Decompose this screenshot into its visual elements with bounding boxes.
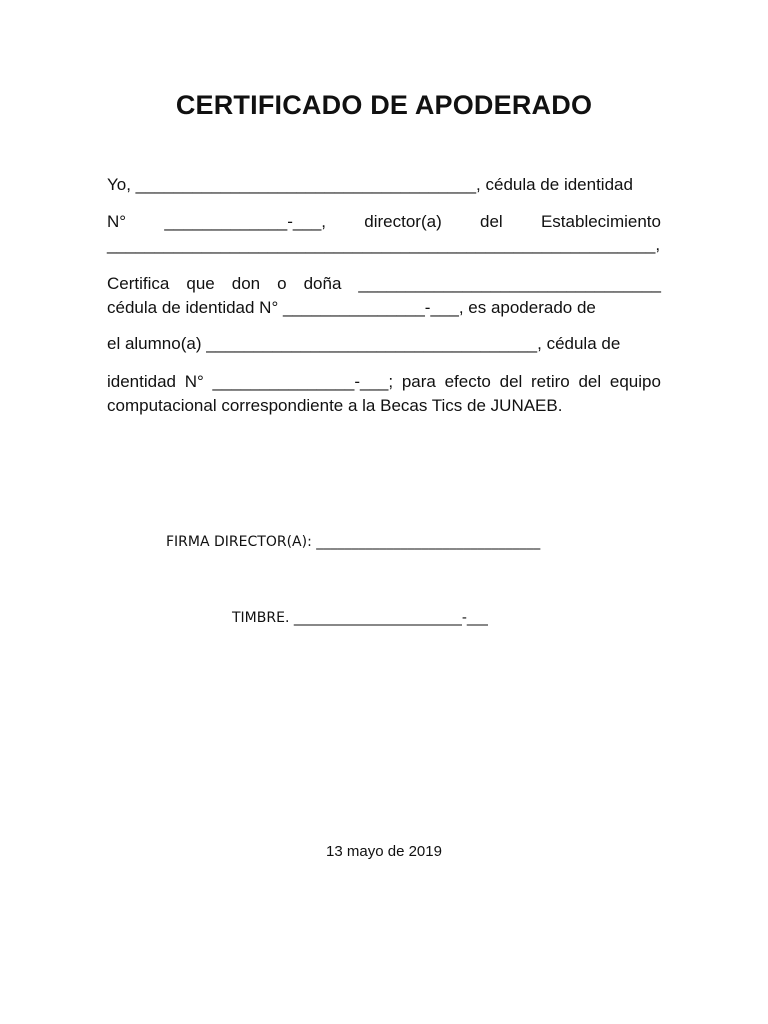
word: ________________________________ bbox=[358, 274, 661, 293]
word: _____________-___, bbox=[164, 212, 327, 231]
word: N° bbox=[184, 372, 204, 391]
word: que bbox=[186, 274, 215, 293]
word: N° bbox=[107, 212, 127, 231]
document-title: CERTIFICADO DE APODERADO bbox=[175, 90, 593, 120]
word: del bbox=[499, 372, 523, 391]
word: don bbox=[231, 274, 261, 293]
line-establecimiento-blank: __________________________________________________________, bbox=[107, 235, 661, 254]
line-identidad-retiro bbox=[107, 371, 661, 393]
word: equipo bbox=[609, 372, 661, 391]
line-numero-director bbox=[107, 211, 661, 233]
word: Establecimiento bbox=[540, 212, 661, 231]
line-certifica bbox=[107, 273, 661, 295]
word: identidad bbox=[107, 372, 177, 391]
firma-director-field: FIRMA DIRECTOR(A): ________________________________ bbox=[166, 534, 541, 550]
word: _______________-___; bbox=[212, 372, 394, 391]
timbre-field: TIMBRE. ________________________-___ bbox=[232, 610, 488, 626]
word: del bbox=[480, 212, 503, 231]
line-yo: Yo, ____________________________________, cédula de identidad bbox=[107, 175, 633, 194]
document-date: 13 mayo de 2019 bbox=[326, 843, 442, 860]
word: Certifica bbox=[107, 274, 170, 293]
word: efecto bbox=[444, 372, 491, 391]
word: del bbox=[578, 372, 602, 391]
line-cedula-apoderado: cédula de identidad N° _______________-___, es apoderado de bbox=[107, 298, 596, 317]
word: director(a) bbox=[364, 212, 442, 231]
word: o bbox=[277, 274, 287, 293]
word: retiro bbox=[531, 372, 570, 391]
line-computacional: computacional correspondiente a la Becas Tics de JUNAEB. bbox=[107, 396, 563, 415]
line-alumno: el alumno(a) ___________________________________, cédula de bbox=[107, 334, 621, 353]
word: doña bbox=[303, 274, 342, 293]
word: para bbox=[401, 372, 436, 391]
